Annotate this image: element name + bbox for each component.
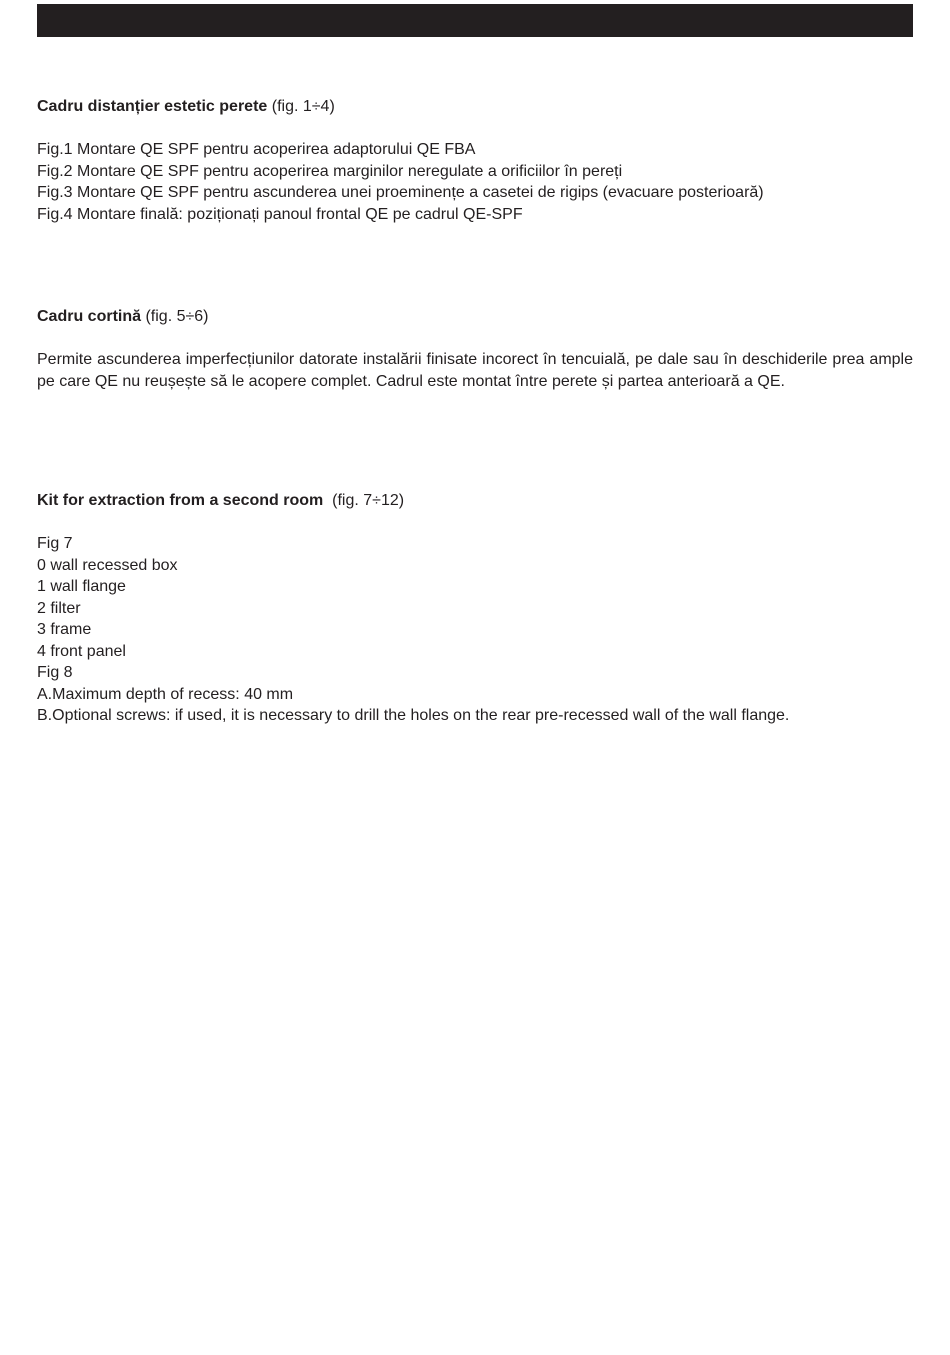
heading-title: Cadru distanțier estetic perete	[37, 98, 268, 115]
heading-figure-ref: (fig. 1÷4)	[267, 98, 335, 115]
section-paragraph: Permite ascunderea imperfecțiunilor datorate instalării finisate incorect în tencuială, pe dale sau în deschiderile prea ample pe care QE nu reușește să le acopere complet. Cadrul este montat între perete și partea anterioară a QE.	[37, 351, 913, 390]
section-curtain-frame	[37, 306, 913, 392]
heading-figure-ref: (fig. 7÷12)	[323, 492, 405, 509]
header-bar	[37, 4, 913, 37]
list-item: Fig.4 Montare finală: poziționați panoul frontal QE pe cadrul QE-SPF	[37, 205, 523, 223]
section-heading	[37, 490, 913, 512]
list-item: B.Optional screws: if used, it is necessary to drill the holes on the rear pre-recessed wall of the wall flange.	[37, 707, 790, 724]
heading-title: Kit for extraction from a second room	[37, 492, 324, 509]
list-item: A.Maximum depth of recess: 40 mm	[37, 685, 294, 703]
section-extraction-kit	[37, 490, 913, 727]
list-item: 2 filter	[37, 599, 81, 617]
list-item: Fig 7	[37, 535, 73, 552]
list-item: Fig.3 Montare QE SPF pentru ascunderea unei proeminențe a casetei de rigips (evacuare posterioară)	[37, 184, 764, 201]
parts-list	[37, 533, 913, 727]
section-heading	[37, 96, 913, 118]
list-item: 1 wall flange	[37, 578, 126, 595]
list-item: Fig.1 Montare QE SPF pentru acoperirea adaptorului QE FBA	[37, 141, 476, 158]
heading-title: Cadru cortină	[37, 308, 142, 325]
heading-figure-ref: (fig. 5÷6)	[141, 308, 209, 325]
list-item: Fig.2 Montare QE SPF pentru acoperirea marginilor neregulate a orificiilor în pereți	[37, 162, 623, 180]
section-spacer-frame	[37, 96, 913, 225]
list-item: 4 front panel	[37, 642, 126, 660]
list-item: 3 frame	[37, 621, 92, 638]
section-heading	[37, 306, 913, 328]
list-item: Fig 8	[37, 664, 73, 681]
figure-list	[37, 139, 913, 225]
list-item: 0 wall recessed box	[37, 556, 178, 574]
